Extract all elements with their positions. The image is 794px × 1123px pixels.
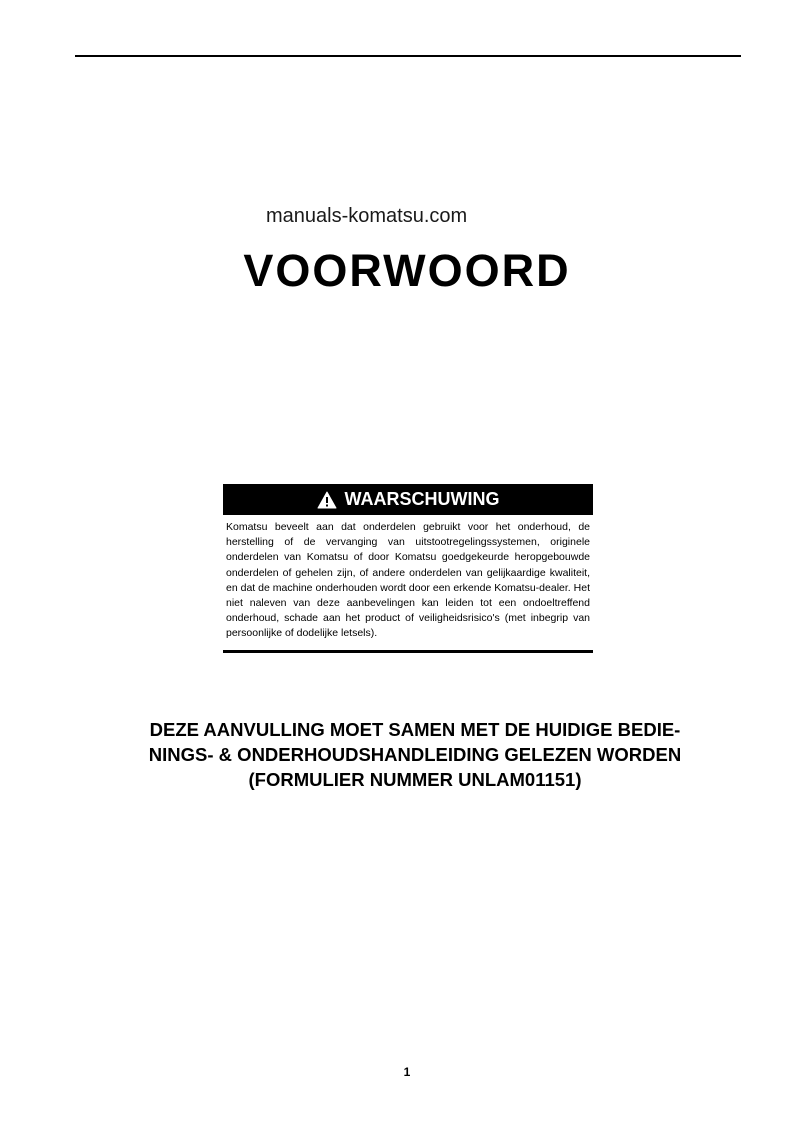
supplement-notice [70, 717, 760, 792]
warning-box [223, 484, 593, 653]
warning-heading: WAARSCHUWING [344, 489, 500, 509]
page-title: VOORWOORD [243, 245, 571, 296]
watermark-text: manuals-komatsu.com [266, 205, 468, 227]
page-number: 1 [403, 1065, 411, 1079]
notice-line-2: NINGS- & ONDERHOUDSHANDLEIDING GELEZEN WORDEN [148, 744, 682, 765]
notice-line-1: DEZE AANVULLING MOET SAMEN MET DE HUIDIGE BEDIE- [149, 719, 681, 740]
header-rule [75, 55, 741, 57]
warning-body: Komatsu beveelt aan dat onderdelen gebruikt voor het onderhoud, de herstelling of de vervanging van uitstootregelingssystemen, originele onderdelen van Komatsu of door Komatsu goedgekeurde heropgebouwde onderdelen of gehelen zijn, of andere onderdelen van gelijkaardige kwaliteit, en dat de machine onderhouden wordt door een erkende Komatsu-dealer. Het niet naleven van deze aanbevelingen kan leiden tot een ondoeltreffend onderhoud, schade aan het product of veiligheidsrisico's (met inbegrip van persoonlijke of dodelijke letsels). [226, 521, 590, 640]
warning-bottom-rule [223, 650, 593, 653]
warning-header [223, 484, 593, 515]
warning-triangle-icon [317, 491, 337, 509]
notice-line-3: (FORMULIER NUMMER UNLAM01151) [248, 769, 582, 790]
